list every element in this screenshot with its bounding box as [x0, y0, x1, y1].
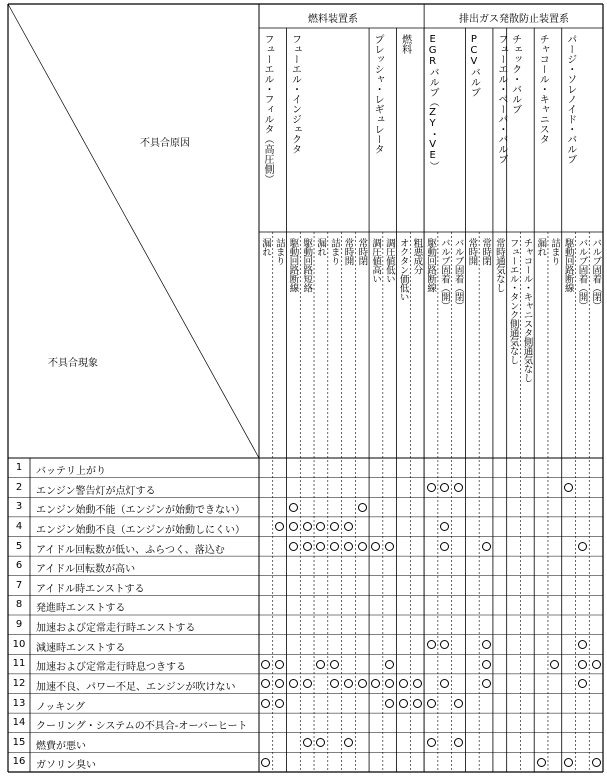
circle-mark — [399, 699, 408, 708]
symptom-label: 減速時エンストする — [36, 642, 126, 654]
circle-mark — [358, 679, 367, 688]
circle-mark — [344, 738, 353, 747]
row-number: 9 — [15, 619, 23, 630]
cause-header: 常時閉 — [356, 238, 368, 265]
circle-mark — [482, 640, 491, 649]
symptom-label: アイドル回転数が高い — [36, 564, 136, 576]
cause-header: 常時開 — [466, 238, 478, 265]
circle-mark — [550, 660, 559, 669]
component-header: PCVバルブ — [468, 34, 480, 97]
symptom-label: バッテリ上がり — [36, 466, 106, 477]
symptom-label: 加速および定常走行時息つきする — [36, 662, 186, 674]
cause-header: 調圧値高い — [370, 238, 382, 283]
group-title-fuel: 燃料装置系 — [308, 14, 358, 25]
cause-header: 駆動回路断線 — [425, 238, 437, 292]
row-number: 7 — [15, 579, 23, 591]
symptom-label: 不具合現象 — [48, 358, 98, 369]
row-number: 2 — [15, 481, 23, 493]
circle-mark — [413, 699, 422, 708]
symptom-label: ノッキング — [36, 701, 85, 713]
row-number: 3 — [15, 501, 23, 513]
circle-mark — [578, 640, 587, 649]
row-number: 13 — [12, 697, 26, 709]
circle-mark — [482, 542, 491, 551]
cause-header: バルブ固着（開） — [576, 238, 588, 310]
row-number: 14 — [12, 717, 26, 729]
circle-mark — [454, 483, 463, 492]
circle-mark — [413, 679, 422, 688]
circle-mark — [303, 679, 312, 688]
row-number: 8 — [15, 599, 23, 611]
component-header: EGRバルブ（ZY・VE） — [427, 34, 439, 171]
symptom-label: エンジン始動不能（エンジンが始動できない） — [36, 505, 245, 517]
circle-mark — [427, 699, 436, 708]
circle-mark — [440, 542, 449, 551]
circle-mark — [454, 738, 463, 747]
component-header: フューエル・ベーパ・バルブ — [495, 34, 507, 164]
circle-mark — [344, 542, 353, 551]
circle-mark — [427, 738, 436, 747]
row-number: 4 — [15, 520, 23, 532]
cause-header: 調圧値低い — [383, 238, 395, 283]
row-number: 15 — [12, 736, 26, 748]
cause-header: 詰まり — [328, 238, 340, 265]
group-title-emission: 排出ガス発散防止装置系 — [459, 14, 569, 25]
component-header: プレッシャ・レギュレータ — [372, 34, 384, 154]
symptom-label: 発進時エンストする — [36, 603, 126, 615]
component-header: 燃料 — [399, 34, 411, 54]
reason-label: 不具合原因 — [140, 138, 190, 149]
cause-header: 漏れ — [535, 238, 547, 256]
circle-mark — [564, 483, 573, 492]
symptom-label: エンジン始動不良（エンジンが始動しにくい） — [36, 524, 245, 536]
circle-mark — [303, 738, 312, 747]
symptom-label: アイドル時エンストする — [36, 583, 145, 595]
cause-header: バルブ固着（閉） — [590, 238, 602, 310]
circle-mark — [385, 699, 394, 708]
cause-header: 詰まり — [273, 238, 285, 265]
symptom-label: ガソリン臭い — [36, 760, 96, 772]
circle-mark — [482, 679, 491, 688]
component-header: フューエル・インジェクタ — [289, 34, 301, 154]
symptom-label: クーリング・システムの不具合-オーバーヒート — [36, 721, 248, 733]
cause-header: 漏れ — [260, 238, 271, 256]
cause-header: オクタン価低い — [397, 238, 409, 301]
symptom-label: 加速および定常走行時エンストする — [36, 623, 196, 634]
circle-mark — [289, 542, 298, 551]
cause-header: 駆動回路断線 — [562, 238, 574, 292]
cause-header: 漏れ — [315, 238, 327, 256]
circle-mark — [275, 699, 284, 708]
cause-header: バルブ固着（開） — [438, 238, 450, 310]
row-number: 1 — [15, 462, 23, 473]
row-number: 12 — [12, 677, 26, 689]
row-number: 5 — [15, 540, 23, 552]
cause-header: バルブ固着（閉） — [452, 238, 464, 310]
cause-header: フューエル・タンク側通気なし — [507, 238, 519, 364]
circle-mark — [275, 660, 284, 669]
cause-header: 常時開 — [342, 238, 354, 265]
circle-mark — [592, 758, 601, 767]
circle-mark — [537, 758, 546, 767]
cause-header: チャコール・キャニスタ側通気なし — [521, 238, 533, 382]
cause-header: 詰まり — [548, 238, 560, 265]
circle-mark — [261, 660, 270, 669]
cause-header: 常時通気なし — [493, 238, 505, 292]
component-header: フューエル・フィルタ（高圧側） — [262, 34, 273, 184]
cause-header: 粗悪成分 — [411, 238, 423, 274]
circle-mark — [289, 503, 298, 512]
circle-mark — [385, 542, 394, 551]
circle-mark — [303, 522, 312, 531]
circle-mark — [427, 640, 436, 649]
circle-mark — [592, 660, 601, 669]
symptom-label: 加速不良、パワー不足、エンジンが吹けない — [36, 681, 236, 693]
circle-mark — [385, 660, 394, 669]
circle-mark — [427, 483, 436, 492]
circle-mark — [358, 503, 367, 512]
row-number: 11 — [12, 658, 26, 670]
component-header: チャコール・キャニスタ — [537, 34, 549, 144]
circle-mark — [330, 542, 339, 551]
circle-mark — [358, 542, 367, 551]
circle-mark — [578, 679, 587, 688]
row-number: 10 — [12, 638, 26, 650]
component-header: パージ・ソレノイド・バルブ — [564, 34, 576, 164]
circle-mark — [303, 542, 312, 551]
circle-mark — [454, 699, 463, 708]
symptom-label: アイドル回転数が低い、ふらつく、落込む — [36, 544, 225, 556]
header-diagonal — [8, 4, 259, 458]
circle-mark — [578, 542, 587, 551]
row-number: 6 — [15, 560, 23, 572]
circle-mark — [482, 660, 491, 669]
circle-mark — [578, 660, 587, 669]
circle-mark — [564, 758, 573, 767]
cause-header: 駆動回路断線 — [287, 238, 299, 292]
circle-mark — [316, 660, 325, 669]
cause-header: 駆動回路短絡 — [301, 238, 313, 292]
symptom-label: エンジン警告灯が点灯する — [36, 485, 156, 497]
symptom-label: 燃費が悪い — [36, 740, 86, 752]
circle-mark — [330, 660, 339, 669]
cause-header: 常時閉 — [480, 238, 492, 265]
component-header: チェック・バルブ — [509, 34, 521, 114]
row-number: 16 — [12, 756, 26, 768]
